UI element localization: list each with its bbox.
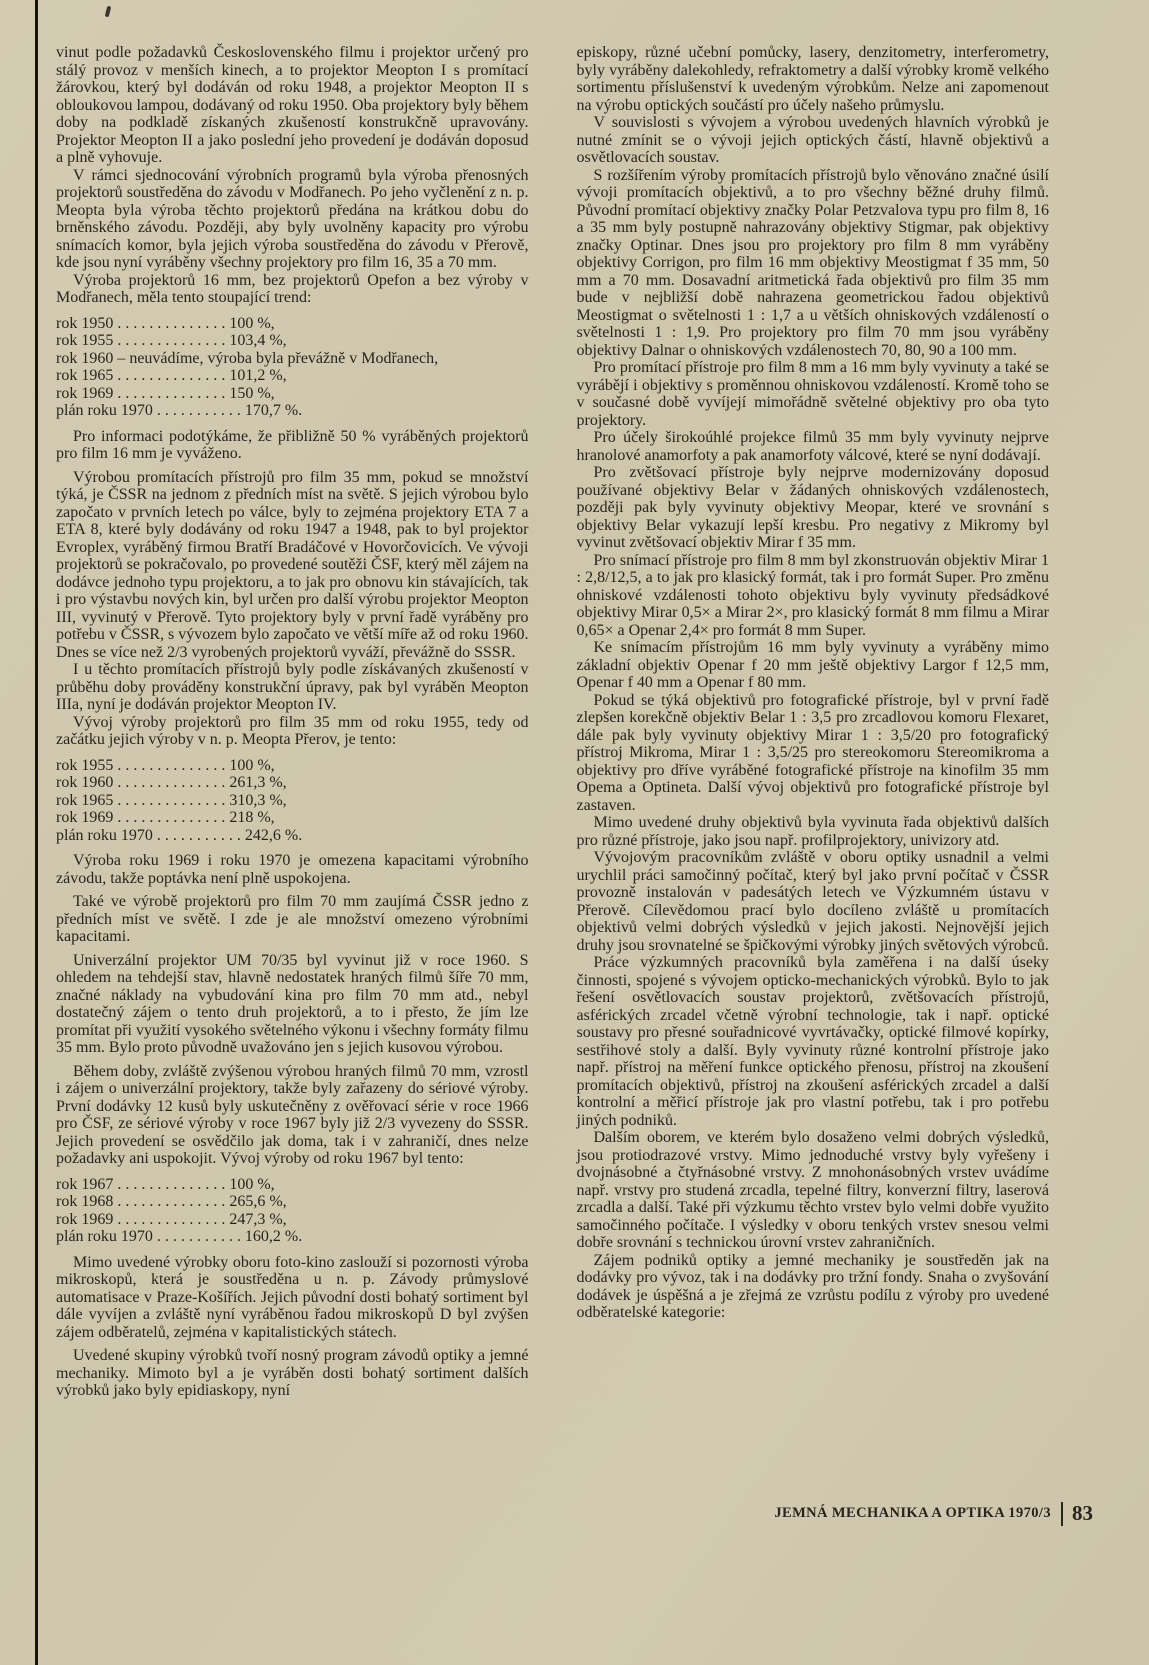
left-column xyxy=(56,44,529,1400)
footer-divider xyxy=(1061,1502,1063,1526)
trend-row: rok 1965 . . . . . . . . . . . . . . 310,3 %, xyxy=(56,791,287,809)
paragraph: Práce výzkumných pracovníků byla zaměřena i na další úseky činnosti, spojené s vývojem opticko-mechanických výrobků. Bylo to jak řešení osvětlovacích soustav projektorů, zvětšovacích přístrojů, asférických zrcadel včetně výrobní technologie, tak i např. optické soustavy pro přesné souřadnicové vyvrtávačky, optické filmové kopírky, sestřihové stoly a další. Byly vyvinuty různé kontrolní přístroje jako např. přístroj na měření funkce optického přenosu, přístroj na zkoušení promítacích objektivů, přístroj na zkoušení asférických zrcadel a další kontrolní a měřicí přístroje jak pro vlastní potřebu, tak i pro potřebu jiných podniků. xyxy=(576,954,1049,1129)
paragraph: Výroba projektorů 16 mm, bez projektorů Opefon a bez výroby v Modřanech, měla tento stoupající trend: xyxy=(56,271,529,306)
paragraph: episkopy, různé učební pomůcky, lasery, denzitometry, interferometry, byly vyráběny dalekohledy, refraktometry a další výrobky kromě velkého sortimentu příslušenství k uvedeným výrobkům. Nelze ani zapomenout na výrobu optických součástí pro účely našeho průmyslu. xyxy=(576,44,1049,114)
trend-row: plán roku 1970 . . . . . . . . . . . 170,7 %. xyxy=(56,402,303,419)
paragraph: Výroba roku 1969 i roku 1970 je omezena kapacitami výrobního závodu, takže poptávka není plně uspokojena. xyxy=(56,852,529,887)
trend-row: plán roku 1970 . . . . . . . . . . . 160,2 %. xyxy=(56,1228,303,1245)
paragraph: S rozšířením výroby promítacích přístrojů bylo věnováno značné úsilí vývoji promítacích objektivů, a to pro všechny běžné druhy filmů. Původní promítací objektivy značky Polar Petzvalova typu pro film 8, 16 a 35 mm byly postupně nahrazovány objektivy Stigmar, pak objektivy značky Optinar. Dnes jsou pro projektory pro film 8 mm vyráběny objektivy Corrigon, pro film 16 mm objektivy Meostigmat f 35 mm, 50 mm a 70 mm. Dosavadní aritmetická řada objektivů pro film 35 mm bude v nejbližší době nahrazena geometrickou řadou objektivů Meostigmat o světelnosti 1 : 1,7 a u větších ohniskových vzdáleností o světelnosti 1 : 1,9. Pro projektory pro film 70 mm jsou vyráběny objektivy Dalnar o ohniskových vzdálenostech 70, 80, 90 a 100 mm. xyxy=(576,166,1049,359)
paragraph: Vývojovým pracovníkům zvláště v oboru optiky usnadnil a velmi urychlil práci samočinný počítač, který byl jako první počítač v ČSSR provozně instalován v padesátých letech ve Výzkumném ústavu v Přerově. Cílevědomou prací bylo docíleno zvláště u promítacích objektivů velmi dobrých výsledků v jejich jakosti. Nejnovější jejich druhy jsou srovnatelné se špičkovými výrobky jiných světových výrobců. xyxy=(576,849,1049,954)
paragraph: V souvislosti s vývojem a výrobou uvedených hlavních výrobků je nutné zmínit se o vývoji jejich optických částí, hlavně objektivů a osvětlovacích soustav. xyxy=(576,114,1049,166)
trend-row: rok 1969 . . . . . . . . . . . . . . 218 %, xyxy=(56,809,275,826)
scan-artifact xyxy=(105,6,112,18)
trend-row: rok 1955 . . . . . . . . . . . . . . 100 %, xyxy=(56,756,275,774)
paragraph: Ke snímacím přístrojům 16 mm byly vyvinuty a vyráběny mimo základní objektiv Openar f 20 mm ještě objektivy Largor f 12,5 mm, Openar f 40 mm a Openar f 80 mm. xyxy=(576,639,1049,691)
paragraph: Mimo uvedené výrobky oboru foto-kino zaslouží si pozornosti výroba mikroskopů, která je soustředěna u n. p. Závody průmyslové automatisace v Praze-Košířích. Jejich původní dosti bohatý sortiment byl dále vyvíjen a zvláště nyní vyráběnou řadou mikroskopů D byl zvýšen zájem odběratelů, zejména v kapitalistických státech. xyxy=(56,1253,529,1341)
production-trend-list xyxy=(56,315,529,420)
paragraph: Během doby, zvláště zvýšenou výrobou hraných filmů 70 mm, vzrostl i zájem o univerzální projektory, takže byly zařazeny do sériové výroby. První dodávky 12 kusů byly uskutečněny z ověřovací série v roce 1966 pro ČSF, ze sériové výroby v roce 1967 byly již 2/3 vyvezeny do SSSR. Jejich provedení se osvědčilo jak doma, tak i v zahraničí, dnes nelze požadavky ani uspokojit. Vývoj výroby od roku 1967 byl tento: xyxy=(56,1062,529,1167)
paragraph: Pro promítací přístroje pro film 8 mm a 16 mm byly vyvinuty a také se vyrábějí i objektivy s proměnnou ohniskovou vzdáleností. Kromě toho se v současné době vyvíjejí mimořádně světelné objektivy pro oba tyto projektory. xyxy=(576,359,1049,429)
paragraph: Pro snímací přístroje pro film 8 mm byl zkonstruován objektiv Mirar 1 : 2,8/12,5, a to jak pro klasický formát, tak i pro formát Super. Pro změnu ohniskové vzdálenosti tohoto objektivu byly vyvinuty předsádkové objektivy Mirar 0,5× a Mirar 2×, pro klasický formát 8 mm filmu a Mirar 0,65× a Openar 2,4× pro formát 8 mm Super. xyxy=(576,551,1049,639)
paragraph: Dalším oborem, ve kterém bylo dosaženo velmi dobrých výsledků, jsou protiodrazové vrstvy. Mimo jednoduché vrstvy byly vyřešeny i dvojnásobné a čtyřnásobné vrstvy. Z mnohonásobných vrstev uvádíme např. vrstvy pro studená zrcadla, tepelné filtry, konverzní filtry, laserová zrcadla a další. Také při výzkumu těchto vrstev bylo velmi dobře využito samočinného počítače. I výsledky v oboru tenkých vrstev snesou velmi dobře srovnání s technickou úrovní vrstev zahraničních. xyxy=(576,1129,1049,1251)
trend-row: rok 1960 – neuvádíme, výroba byla převážně v Modřanech, xyxy=(56,349,439,367)
paragraph: Také ve výrobě projektorů pro film 70 mm zaujímá ČSSR jedno z předních míst ve světě. I zde je ale množství omezeno výrobními kapacitami. xyxy=(56,893,529,945)
trend-row: rok 1969 . . . . . . . . . . . . . . 247,3 %, xyxy=(56,1210,287,1228)
trend-row: rok 1968 . . . . . . . . . . . . . . 265,6 %, xyxy=(56,1193,287,1210)
trend-row: rok 1965 . . . . . . . . . . . . . . 101,2 %, xyxy=(56,367,287,384)
paragraph: Pro informaci podotýkáme, že přibližně 50 % vyráběných projektorů pro film 16 mm je vyváženo. xyxy=(56,427,529,462)
paragraph: Zájem podniků optiky a jemné mechaniky je soustředěn jak na dodávky pro vývoz, tak i na dodávky pro tržní fondy. Snaha o zvyšování dodávek je úspěšná a je zřejmá ze vzrůstu podílu z výroby pro uvedené odběratelské kategorie: xyxy=(576,1251,1049,1321)
trend-row: plán roku 1970 . . . . . . . . . . . 242,6 %. xyxy=(56,826,303,844)
page-edge-rule xyxy=(35,0,38,1665)
production-trend-list xyxy=(56,757,529,845)
paragraph: V rámci sjednocování výrobních programů byla výroba přenosných projektorů soustředěna do závodu v Modřanech. Po jeho vyčlenění z n. p. Meopta byla výroba těchto projektorů předána na krátkou dobu do brněnského závodu. Později, aby byly uvolněny kapacity pro výrobu snímacích komor, byla jejich výroba soustředěna do závodu v Přerově, kde jsou nyní vyráběny všechny projektory pro film 16, 35 a 70 mm. xyxy=(56,166,529,271)
trend-row: rok 1967 . . . . . . . . . . . . . . 100 %, xyxy=(56,1175,275,1193)
paragraph: Pro zvětšovací přístroje byly nejprve modernizovány doposud používané objektivy Belar v žádaných ohniskových vzdálenostech, později pak byly vyvinuty objektivy Meopar, které ve srovnání s objektivy Belar vykazují lepší kresbu. Pro negativy z Mikromy byl vyvinut zvětšovací objektiv Mirar f 35 mm. xyxy=(576,464,1049,551)
paragraph: Uvedené skupiny výrobků tvoří nosný program závodů optiky a jemné mechaniky. Mimoto byl a je vyráběn dosti bohatý sortiment dalších výrobků jako byly epidiaskopy, nyní xyxy=(56,1347,529,1399)
page-number: 83 xyxy=(1072,1501,1093,1525)
paragraph: vinut podle požadavků Československého filmu i projektor určený pro stálý provoz v menších kinech, a to projektor Meopton I s promítací žárovkou, který byl dodáván od roku 1948, a projektor Meopton II s obloukovou lampou, dodávaný od roku 1950. Oba projektory byly během doby na podkladě získaných zkušeností konstrukčně upravovány. Projektor Meopton II a jako poslední jeho provedení je dodáván doposud a plně vyhovuje. xyxy=(56,44,529,166)
page-footer xyxy=(774,1501,1093,1526)
production-trend-list xyxy=(56,1176,529,1246)
two-column-article xyxy=(56,44,1049,1400)
paragraph: Vývoj výroby projektorů pro film 35 mm od roku 1955, tedy od začátku jejich výroby v n. p. Meopta Přerov, je tento: xyxy=(56,713,529,748)
paragraph: Univerzální projektor UM 70/35 byl vyvinut již v roce 1960. S ohledem na tehdejší stav, hlavně nedostatek hraných filmů šíře 70 mm, značné náklady na vybudování kina pro film 70 mm atd., nebyl dostatečný zájem o tento druh projektorů, a to i přesto, že jím lze promítat při využití vysokého světelného výkonu i všechny formáty filmu 35 mm. Bylo proto původně uvažováno jen s jejich kusovou výrobou. xyxy=(56,951,529,1056)
trend-row: rok 1955 . . . . . . . . . . . . . . 103,4 %, xyxy=(56,332,287,349)
journal-title: JEMNÁ MECHANIKA A OPTIKA 1970/3 xyxy=(774,1505,1051,1521)
paragraph: Pro účely širokoúhlé projekce filmů 35 mm byly vyvinuty nejprve hranolové anamorfoty a pak anamorfoty válcové, které se nyní dodávají. xyxy=(576,429,1049,464)
trend-row: rok 1960 . . . . . . . . . . . . . . 261,3 %, xyxy=(56,774,287,791)
paragraph: Pokud se týká objektivů pro fotografické přístroje, byl v první řadě zlepšen korekčně objektiv Belar 1 : 3,5 pro zrcadlovou komoru Flexaret, dále pak byly vyvinuty objektivy Mirar 1 : 3,5/20 pro fotografický přístroj Mikroma, Mirar 1 : 3,5/25 pro stereokomoru Stereomikroma a objektivy pro dříve vyráběné fotografické přístroje na kinofilm 35 mm Opema a Optineta. Další vývoj objektivů pro fotografické přístroje byl zastaven. xyxy=(576,691,1049,814)
right-column xyxy=(577,44,1050,1400)
trend-row: rok 1969 . . . . . . . . . . . . . . 150 %, xyxy=(56,384,275,402)
paragraph: Výrobou promítacích přístrojů pro film 35 mm, pokud se množství týká, je ČSSR na jednom z předních míst na světě. S jejich výrobou bylo započato v prvních letech po válce, byly to zejména projektory ETA 7 a ETA 8, které byly dodávány od roku 1947 a 1948, pak to byl projektor Evroplex, vyráběný firmou Bratří Bradáčové v Hovorčovicích. Ve vývoji projektorů se pokračovalo, po provedené soutěži ČSF, který měl zájem na dodávce jednoho typu projektoru, a to jak pro obnovu kin stávajících, tak i pro výstavbu nových kin, byl určen pro další výrobu projektor Meopton III, vyvinutý v Přerově. Tyto projektory byly v první řadě vyráběny pro potřebu v ČSSR, s vývozem bylo započato ve větší míře až od roku 1960. Dnes se více než 2/3 vyrobených projektorů vyváží, převážně do SSSR. xyxy=(56,468,529,661)
paragraph: I u těchto promítacích přístrojů byly podle získávaných zkušeností v průběhu doby prováděny konstrukční úpravy, pak byl vyráběn Meopton IIIa, nyní je dodáván projektor Meopton IV. xyxy=(56,661,529,713)
paragraph: Mimo uvedené druhy objektivů byla vyvinuta řada objektivů dalších pro různé přístroje, jako jsou např. profilprojektory, univizory atd. xyxy=(576,814,1049,849)
trend-row: rok 1950 . . . . . . . . . . . . . . 100 %, xyxy=(56,314,275,332)
